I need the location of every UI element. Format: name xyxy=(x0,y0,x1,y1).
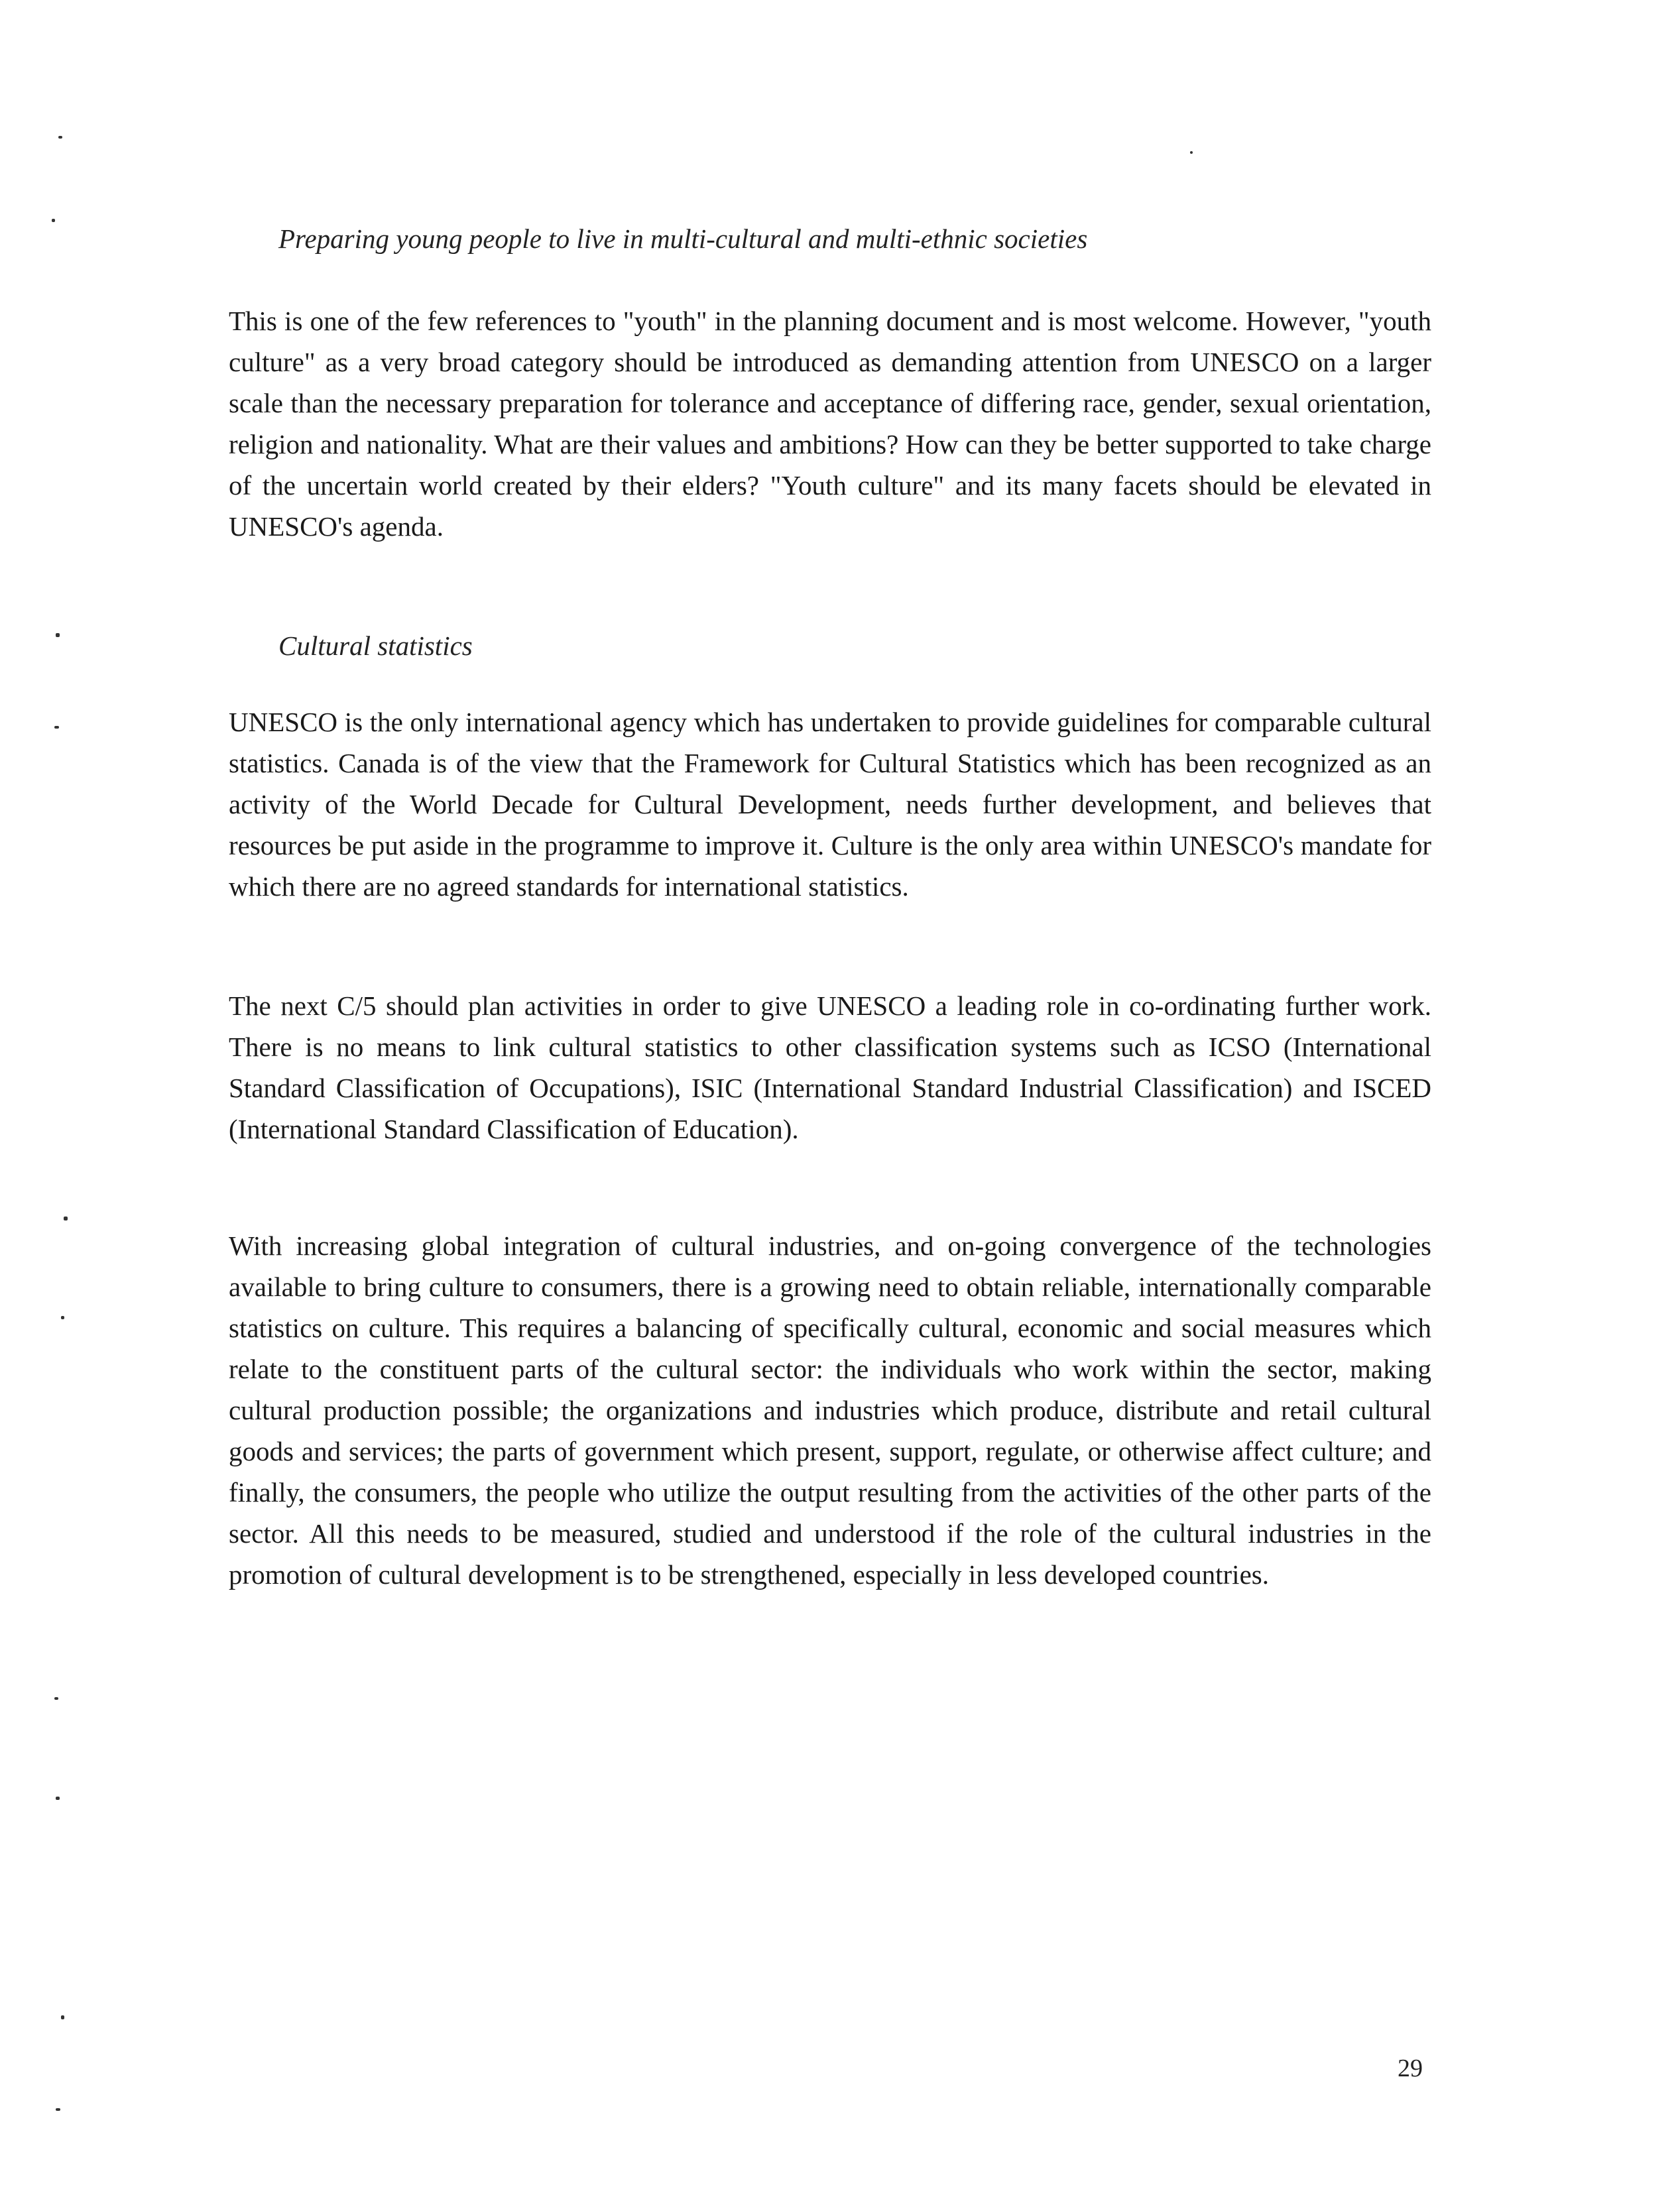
scan-speck xyxy=(54,726,59,729)
scan-speck xyxy=(52,219,55,222)
scan-speck xyxy=(61,2015,64,2019)
scan-speck xyxy=(1190,151,1193,154)
scan-speck xyxy=(61,1316,64,1319)
scan-speck xyxy=(64,1217,68,1220)
section-heading: Preparing young people to live in multi-cultural and multi-ethnic societies xyxy=(278,223,1088,254)
scan-speck xyxy=(54,1697,58,1700)
paragraph: With increasing global integration of cultural industries, and on-going convergence of the technologies available to bring culture to consumers, there is a growing need to obtain reliable, internationally comparable statistics on culture. This requires a balancing of specifically cultural, economic and social measures which relate to the constituent parts of the cultural sector: the individuals who work within the sector, making cultural production possible; the organizations and industries which produce, distribute and retail cultural goods and services; the parts of government which present, support, regulate, or otherwise affect culture; and finally, the consumers, the people who utilize the output resulting from the activities of the other parts of the sector. All this needs to be measured, studied and understood if the role of the cultural industries in the promotion of cultural development is to be strengthened, especially in less developed countries. xyxy=(229,1230,1431,1590)
scan-speck xyxy=(58,136,62,139)
section-heading: Cultural statistics xyxy=(278,630,473,661)
paragraph: UNESCO is the only international agency which has undertaken to provide guidelines for comparable cultural statistics. Canada is of the view that the Framework for Cultural Statistics which has been recognized as an activity of the World Decade for Cultural Development, needs further development, and believes that resources be put aside in the programme to improve it. Culture is the only area within UNESCO's mandate for which there are no agreed standards for international statistics. xyxy=(229,707,1431,902)
scan-speck xyxy=(56,1797,60,1800)
scan-speck xyxy=(56,2108,60,2111)
paragraph: This is one of the few references to "youth" in the planning document and is most welcome. However, "youth culture" as a very broad category should be introduced as demanding attention from UNESCO on a larger scale than the necessary preparation for tolerance and acceptance of differing race, gender, sexual orientation, religion and nationality. What are their values and ambitions? How can they be better supported to take charge of the uncertain world created by their elders? "Youth culture" and its many facets should be elevated in UNESCO's agenda. xyxy=(229,306,1431,542)
page-number: 29 xyxy=(1398,2054,1423,2082)
paragraph: The next C/5 should plan activities in order to give UNESCO a leading role in co-ordinating further work. There is no means to link cultural statistics to other classification systems such as ICSO (International Standard Classification of Occupations), ISIC (International Standard Industrial Classification) and ISCED (International Standard Classification of Education). xyxy=(229,990,1431,1144)
scan-speck xyxy=(56,633,60,637)
